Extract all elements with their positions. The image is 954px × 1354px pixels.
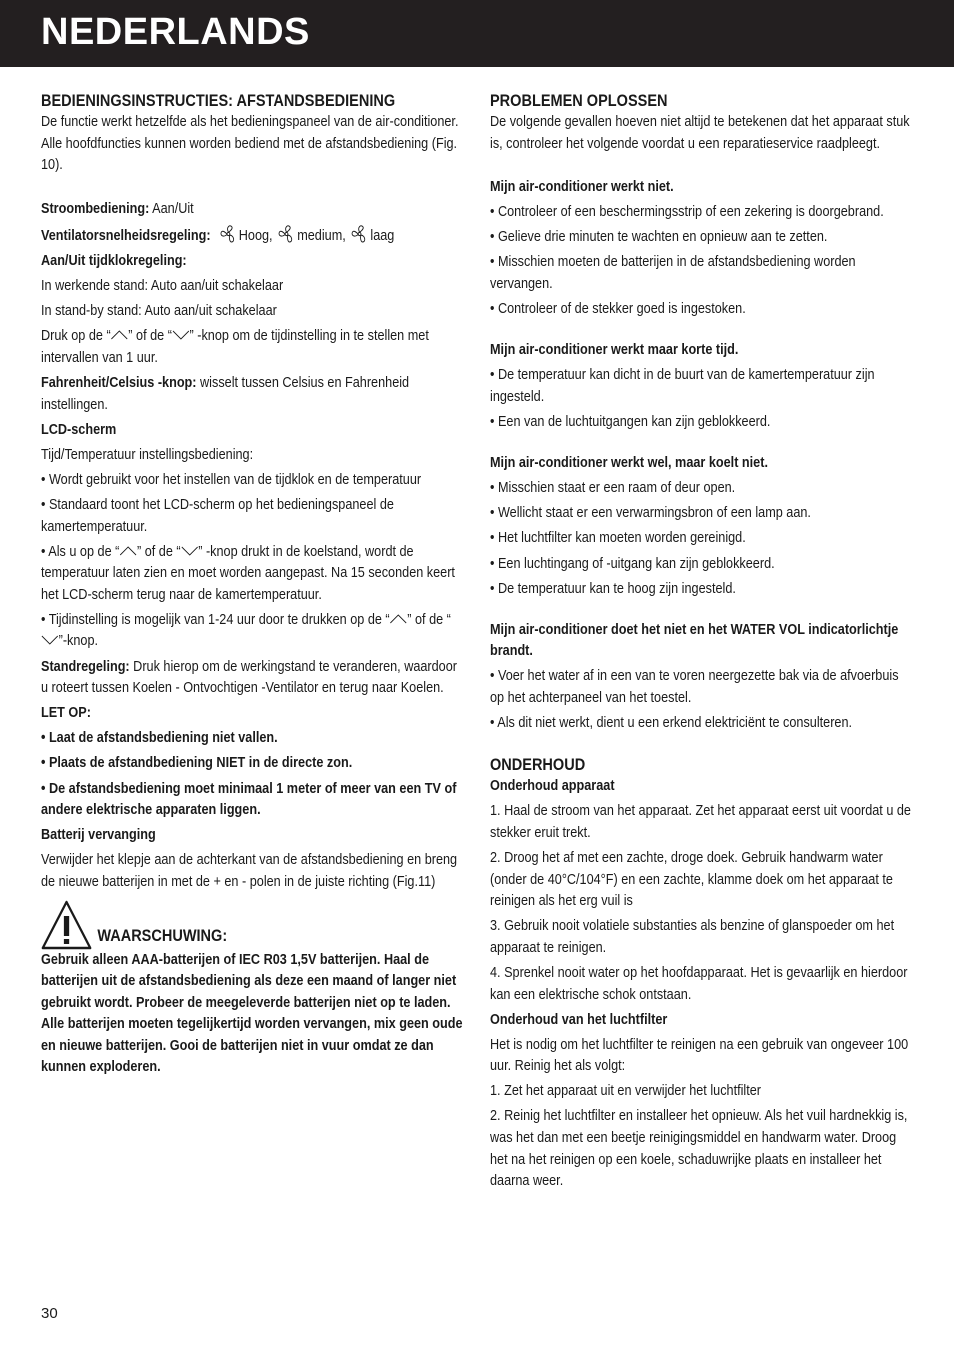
section-heading-maintenance: ONDERHOUD: [490, 756, 586, 775]
warning-triangle-icon: [41, 900, 92, 950]
down-arrow-icon: [181, 542, 199, 554]
fan-high-icon: [218, 224, 239, 244]
power-line: Stroombediening: Aan/Uit: [41, 200, 194, 217]
lcd-bullet-1: • Wordt gebruikt voor het instellen van de tijdklok en de temperatuur: [41, 471, 422, 488]
remote-intro: De functie werkt hetzelfde als het bedieningspaneel van de air-conditioner. Alle hoofdfuncties kunnen worden bediend met de afstandsbediening (Fig. 10).: [41, 114, 459, 174]
problem-4-bullet: • Als dit niet werkt, dient u een erkend elektriciënt te consulteren.: [490, 715, 853, 732]
timer-line-1: In werkende stand: Auto aan/uit schakelaar: [41, 278, 284, 295]
problem-4-bullet: • Voer het water af in een van te voren neergezette bak via de afvoerbuis op het achterpaneel van het toestel.: [490, 668, 899, 706]
warning-text: Gebruik alleen AAA-batterijen of IEC R03 1,5V batterijen. Haal de batterijen uit de afstandsbediening als deze een maand of langer niet gebruikt wordt. Probeer de meegeleverde batterijen niet op te laden. Alle batterijen moeten tegelijkertijd worden vervangen, mix geen oude en nieuwe batterijen. Gooi de batterijen niet in vuur omdat ze dan kunnen exploderen.: [41, 951, 463, 1076]
timer-line-2: In stand-by stand: Auto aan/uit schakelaar: [41, 303, 277, 320]
filter-step: 1. Zet het apparaat uit en verwijder het luchtfilter: [490, 1083, 762, 1100]
problem-1-bullet: • Controleer of een beschermingsstrip of een zekering is doorgebrand.: [490, 204, 884, 221]
filter-intro: Het is nodig om het luchtfilter te reinigen na een gebruik van ongeveer 100 uur. Reinig het als volgt:: [490, 1036, 909, 1075]
lcd-bullet-3: • Als u op de “ ” of de “ ” -knop drukt in de koelstand, wordt de temperatuur laten zien en moet worden aangepast. Na 15 seconden keert het LCD-scherm terug naar de kamertemperatuur.: [41, 543, 455, 603]
problem-2-bullet: • De temperatuur kan dicht in de buurt van de kamertemperatuur zijn ingesteld.: [490, 367, 875, 405]
page-number: 30: [41, 1305, 58, 1322]
section-heading-remote: BEDIENINGSINSTRUCTIES: AFSTANDSBEDIENING: [41, 92, 396, 110]
battery-text: Verwijder het klepje aan de achterkant van de afstandsbediening en breng de nieuwe batterijen in met de + en - polen in de juiste richting (Fig.11): [41, 852, 458, 890]
fan-medium-icon: [276, 224, 297, 244]
note-label: LET OP:: [41, 705, 91, 722]
header-bar: [0, 0, 954, 67]
lcd-subtitle: Tijd/Temperatuur instellingsbediening:: [41, 446, 254, 463]
problem-3-bullet: • Het luchtfilter kan moeten worden gereinigd.: [490, 530, 746, 547]
problem-3-bullet: • Wellicht staat er een verwarmingsbron of een lamp aan.: [490, 505, 811, 522]
down-arrow-icon: [41, 631, 59, 643]
problem-3-title: Mijn air-conditioner werkt wel, maar koelt niet.: [490, 455, 768, 472]
problem-1-bullet: • Misschien moeten de batterijen in de afstandsbediening worden vervangen.: [490, 254, 856, 293]
problem-2-title: Mijn air-conditioner werkt maar korte tijd.: [490, 342, 739, 359]
lcd-bullet-4: • Tijdinstelling is mogelijk van 1-24 uur door te drukken op de “ ” of de “”-knop.: [41, 611, 451, 650]
timer-press-text: Druk op de “ ” of de “ ” -knop om de tijdinstelling in te stellen met intervallen van 1 uur.: [41, 328, 429, 366]
maintenance-sub-1: Onderhoud apparaat: [490, 778, 615, 795]
note-3: • De afstandsbediening moet minimaal 1 meter of meer van een TV of andere elektrische apparaten liggen.: [41, 780, 457, 819]
battery-label: Batterij vervanging: [41, 827, 156, 844]
problem-2-bullet: • Een van de luchtuitgangen kan zijn geblokkeerd.: [490, 414, 771, 431]
section-heading-troubleshooting: PROBLEMEN OPLOSSEN: [490, 92, 668, 110]
timer-label: Aan/Uit tijdklokregeling:: [41, 252, 187, 269]
fan-low-icon: [349, 224, 370, 244]
up-arrow-icon: [119, 542, 137, 554]
right-column: [490, 90, 912, 1196]
fahrenheit-celsius-text: Fahrenheit/Celsius -knop: wisselt tussen Celsius en Fahrenheid instellingen.: [41, 374, 410, 413]
warning-header: [41, 900, 463, 950]
maintenance-step: 1. Haal de stroom van het apparaat. Zet het apparaat eerst uit voordat u de stekker eruit trekt.: [490, 803, 911, 841]
note-1: • Laat de afstandsbediening niet vallen.: [41, 730, 278, 747]
fan-speed-line: Ventilatorsnelheidsregeling: Hoog, medium, laag: [41, 224, 463, 248]
mode-text: Standregeling: Druk hierop om de werkingstand te veranderen, waardoor u roteert tussen Koelen - Ontvochtigen -Ventilator en terug naar Koelen.: [41, 658, 457, 697]
lcd-label: LCD-scherm: [41, 421, 117, 438]
maintenance-step: 3. Gebruik nooit volatiele substanties als benzine of glanspoeder om het apparaat te reinigen.: [490, 918, 895, 956]
troubleshooting-intro: De volgende gevallen hoeven niet altijd te betekenen dat het apparaat stuk is, controleer het volgende voordat u een reparatieservice raadpleegt.: [490, 114, 910, 152]
filter-step: 2. Reinig het luchtfilter en installeer het opnieuw. Als het vuil hardnekkig is, was het dan met een beetje reinigingsmiddel en handwarm water. Droog het na het reinigen op een koele, schaduwrijke plaats en installeer het daarna weer.: [490, 1108, 908, 1190]
note-2: • Plaats de afstandbediening NIET in de directe zon.: [41, 755, 353, 772]
problem-4-title: Mijn air-conditioner doet het niet en het WATER VOL indicatorlichtje brandt.: [490, 621, 899, 660]
warning-title: WAARSCHUWING:: [97, 926, 228, 945]
problem-3-bullet: • Een luchtingang of -uitgang kan zijn geblokkeerd.: [490, 555, 775, 572]
maintenance-sub-2: Onderhoud van het luchtfilter: [490, 1011, 668, 1028]
down-arrow-icon: [172, 326, 190, 338]
up-arrow-icon: [111, 326, 129, 338]
problem-1-bullet: • Controleer of de stekker goed is ingestoken.: [490, 301, 746, 318]
problem-1-bullet: • Gelieve drie minuten te wachten en opnieuw aan te zetten.: [490, 229, 828, 246]
problem-3-bullet: • Misschien staat er een raam of deur open.: [490, 480, 736, 497]
up-arrow-icon: [390, 610, 408, 622]
problem-3-bullet: • De temperatuur kan te hoog zijn ingesteld.: [490, 580, 736, 597]
maintenance-step: 2. Droog het af met een zachte, droge doek. Gebruik handwarm water (onder de 40°C/104°F) en een zachte, klamme doek om het apparaat te reinigen als het erg vuil is: [490, 849, 893, 910]
maintenance-step: 4. Sprenkel nooit water op het hoofdapparaat. Het is gevaarlijk en hierdoor kan een elektrische schok ontstaan.: [490, 964, 908, 1003]
lcd-bullet-2: • Standaard toont het LCD-scherm op het bedieningspaneel de kamertemperatuur.: [41, 496, 394, 535]
page-title: NEDERLANDS: [41, 11, 310, 53]
left-column: [41, 90, 463, 1079]
problem-1-title: Mijn air-conditioner werkt niet.: [490, 179, 674, 196]
